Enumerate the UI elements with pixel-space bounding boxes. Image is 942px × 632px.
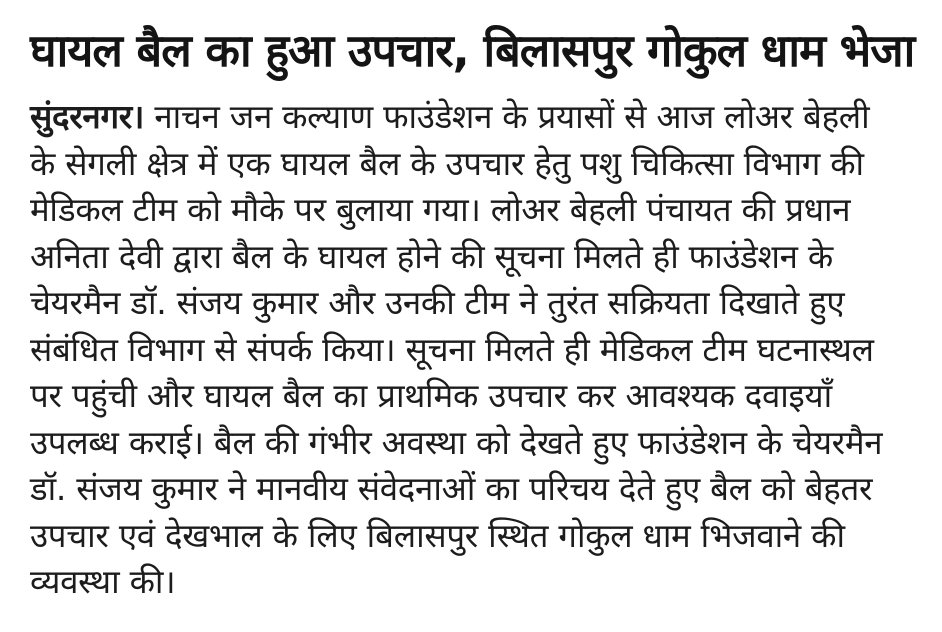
article-headline: घायल बैल का हुआ उपचार, बिलासपुर गोकुल धाम भेजा xyxy=(30,24,915,77)
body-line: उपचार एवं देखभाल के लिए बिलासपुर स्थित गोकुल धाम भिजवाने की xyxy=(30,515,845,555)
body-line: पर पहुंची और घायल बैल का प्राथमिक उपचार कर आवश्यक दवाइयाँ xyxy=(30,376,832,415)
body-line: के सेगली क्षेत्र में एक घायल बैल के उपचार हेतु पशु चिकित्सा विभाग की xyxy=(30,143,864,183)
body-line-text: नाचन जन कल्याण फाउंडेशन के प्रयासों से आज लोअर बेहली xyxy=(144,97,870,136)
body-line: व्यवस्था की। xyxy=(30,562,176,601)
article-dateline: सुंदरनगर। xyxy=(30,97,145,136)
body-line: डॉ. संजय कुमार ने मानवीय संवेदनाओं का परिचय देते हुए बैल को बेहतर xyxy=(30,469,873,508)
body-line: मेडिकल टीम को मौके पर बुलाया गया। लोअर बेहली पंचायत की प्रधान xyxy=(30,190,851,229)
body-line: उपलब्ध कराई। बैल की गंभीर अवस्था को देखते हुए फाउंडेशन के चेयरमैन xyxy=(30,422,883,462)
body-line: संबंधित विभाग से संपर्क किया। सूचना मिलते ही मेडिकल टीम घटनास्थल xyxy=(30,329,874,369)
body-line xyxy=(30,94,920,141)
news-article xyxy=(30,18,920,606)
body-line: चेयरमैन डॉ. संजय कुमार और उनकी टीम ने तुरंत सक्रियता दिखाते हुए xyxy=(30,283,845,322)
body-line: अनिता देवी द्वारा बैल के घायल होने की सूचना मिलते ही फाउंडेशन के xyxy=(30,236,833,276)
article-body xyxy=(30,94,920,606)
